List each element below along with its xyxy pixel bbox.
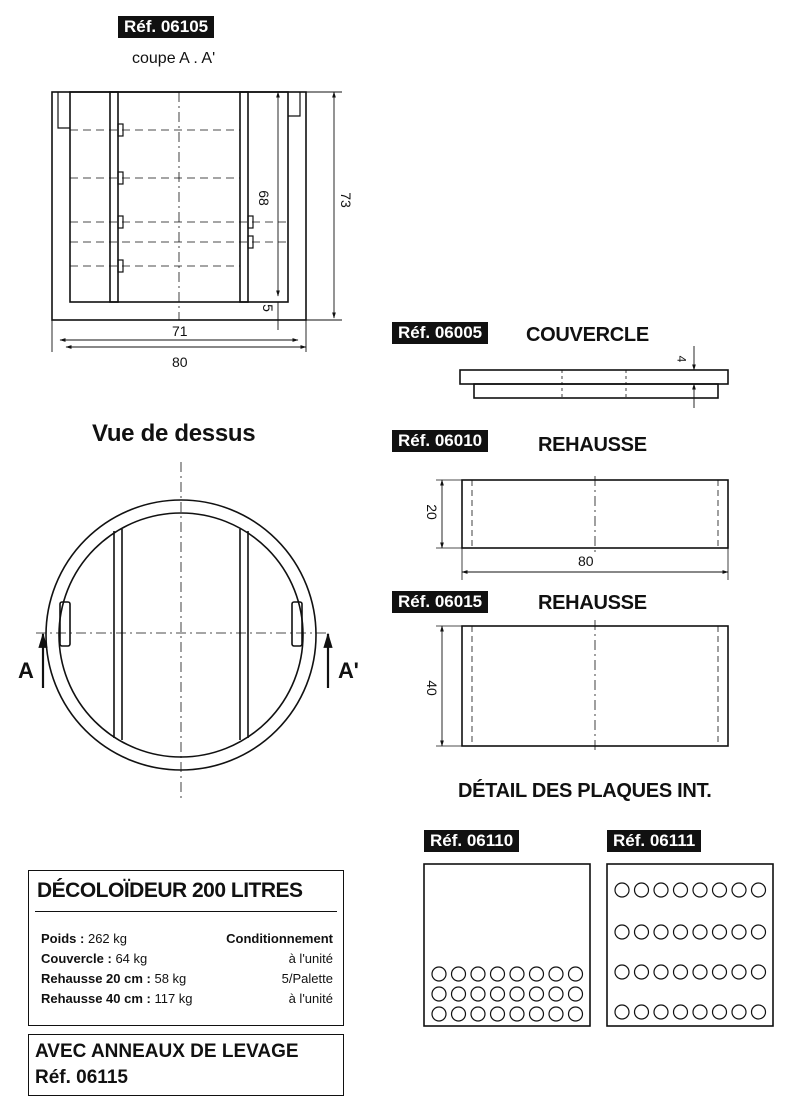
conditioning-riser-20: 5/Palette — [281, 971, 333, 986]
conditioning-header: Conditionnement — [226, 931, 333, 946]
plate-hole — [713, 883, 727, 897]
plate-hole — [491, 987, 505, 1001]
plate-hole — [674, 925, 688, 939]
lifting-rings-box — [28, 1034, 344, 1096]
plate-hole — [452, 1007, 466, 1021]
plate-hole — [452, 987, 466, 1001]
plate-hole — [569, 1007, 583, 1021]
plate-hole — [635, 965, 649, 979]
plates-title: DÉTAIL DES PLAQUES INT. — [458, 780, 712, 802]
plate-hole — [674, 883, 688, 897]
plate-hole — [713, 1005, 727, 1019]
top-view-title: Vue de dessus — [92, 420, 256, 447]
plate-hole — [674, 965, 688, 979]
plate-hole — [693, 1005, 707, 1019]
plate-hole — [674, 1005, 688, 1019]
lifting-rings-ref: Réf. 06115 — [35, 1067, 128, 1088]
plate-hole — [732, 925, 746, 939]
plate-hole — [752, 883, 766, 897]
info-row-riser-20: Rehausse 20 cm : 58 kg — [41, 971, 187, 986]
plate-hole — [713, 925, 727, 939]
plate-hole — [432, 1007, 446, 1021]
plate-06111-outline — [607, 864, 773, 1026]
conditioning-riser-40: à l'unité — [288, 991, 333, 1006]
couvercle-ref-badge: Réf. 06005 — [392, 322, 488, 344]
product-info-box — [28, 870, 344, 1026]
plate-hole — [510, 987, 524, 1001]
plate-hole — [471, 1007, 485, 1021]
plate-hole — [471, 967, 485, 981]
section-marker-a-prime: A' — [338, 658, 359, 683]
rehausse-40-ref-badge: Réf. 06015 — [392, 591, 488, 613]
plate-hole — [732, 883, 746, 897]
plate-hole — [732, 1005, 746, 1019]
plate-hole — [569, 987, 583, 1001]
plate-06110-ref-badge: Réf. 06110 — [424, 830, 519, 852]
info-row-weight: Poids : 262 kg — [41, 931, 128, 946]
dim-outer-width: 80 — [172, 354, 188, 370]
top-view — [36, 462, 328, 800]
plate-hole — [510, 1007, 524, 1021]
rehausse-20-ref-badge: Réf. 06010 — [392, 430, 488, 452]
plate-hole — [752, 965, 766, 979]
section-ref-badge: Réf. 06105 — [118, 16, 214, 38]
rehausse-40-title: REHAUSSE — [538, 592, 647, 614]
plate-hole — [549, 1007, 563, 1021]
plate-hole — [693, 883, 707, 897]
plate-hole — [615, 1005, 629, 1019]
plate-hole — [471, 987, 485, 1001]
plate-hole — [635, 883, 649, 897]
plate-hole — [654, 925, 668, 939]
plate-06111-holes — [615, 883, 766, 1019]
dim-base: 5 — [259, 304, 276, 312]
plate-hole — [615, 965, 629, 979]
lifting-rings-text: AVEC ANNEAUX DE LEVAGE — [35, 1041, 299, 1062]
plate-hole — [452, 967, 466, 981]
plate-hole — [615, 883, 629, 897]
info-row-cover: Couvercle : 64 kg — [41, 951, 148, 966]
dim-total-height: 73 — [337, 192, 354, 208]
plate-hole — [732, 965, 746, 979]
plate-hole — [615, 925, 629, 939]
plate-hole — [432, 987, 446, 1001]
plate-hole — [510, 967, 524, 981]
plate-hole — [635, 925, 649, 939]
plate-hole — [654, 1005, 668, 1019]
plate-hole — [491, 1007, 505, 1021]
couvercle-dim-thickness: 4 — [674, 355, 689, 363]
plate-hole — [530, 987, 544, 1001]
rehausse-20-dim-width: 80 — [578, 553, 594, 569]
plate-hole — [693, 965, 707, 979]
plate-06111-ref-badge: Réf. 06111 — [607, 830, 701, 852]
product-title-rule — [35, 911, 337, 912]
product-title: DÉCOLOÏDEUR 200 LITRES — [37, 879, 303, 902]
rehausse-40-dim-height: 40 — [423, 680, 440, 696]
plate-hole — [549, 967, 563, 981]
plate-hole — [693, 925, 707, 939]
plate-hole — [530, 967, 544, 981]
plate-hole — [549, 987, 563, 1001]
plate-06110-holes — [432, 967, 583, 1021]
plate-hole — [491, 967, 505, 981]
plate-06110-outline — [424, 864, 590, 1026]
plate-hole — [432, 967, 446, 981]
plate-hole — [530, 1007, 544, 1021]
plate-hole — [713, 965, 727, 979]
plate-hole — [569, 967, 583, 981]
section-marker-a: A — [18, 658, 34, 683]
dim-inner-width: 71 — [172, 323, 188, 339]
plate-hole — [752, 925, 766, 939]
plate-hole — [635, 1005, 649, 1019]
info-row-riser-40: Rehausse 40 cm : 117 kg — [41, 991, 193, 1006]
dim-inner-height: 68 — [255, 190, 272, 206]
couvercle-title: COUVERCLE — [526, 324, 649, 346]
section-label: coupe A . A' — [132, 50, 216, 67]
section-plate-left — [110, 92, 118, 302]
section-plate-right — [240, 92, 248, 302]
conditioning-cover: à l'unité — [288, 951, 333, 966]
plate-hole — [752, 1005, 766, 1019]
section-view — [52, 92, 342, 352]
plate-hole — [654, 965, 668, 979]
rehausse-20-title: REHAUSSE — [538, 434, 647, 456]
rehausse-40-drawing — [436, 620, 728, 752]
plate-hole — [654, 883, 668, 897]
rehausse-20-dim-height: 20 — [423, 504, 440, 520]
